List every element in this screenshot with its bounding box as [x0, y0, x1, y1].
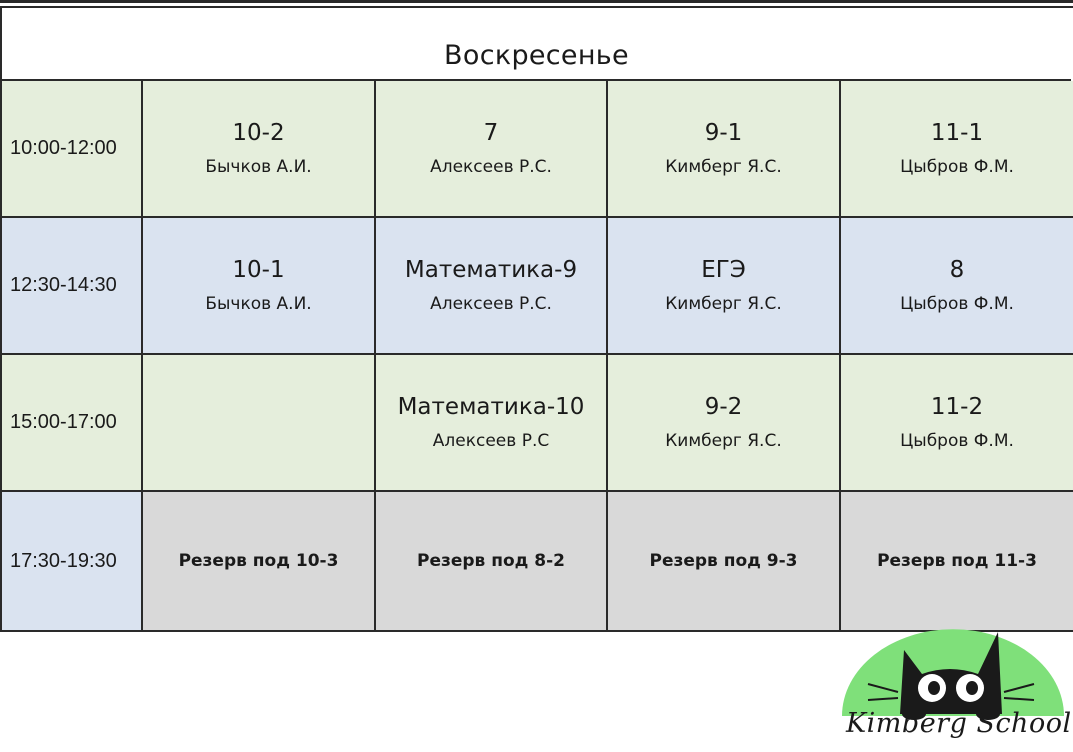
time-slot: [0, 492, 143, 632]
title-row: [0, 8, 1071, 81]
class-label: 11-1: [930, 119, 984, 146]
class-label: Математика-9: [404, 256, 578, 283]
lesson-cell: [376, 218, 608, 355]
teacher-label: Цыбров Ф.М.: [900, 293, 1014, 314]
teacher-label: Бычков А.И.: [205, 293, 312, 314]
lesson-cell: [841, 355, 1073, 492]
lesson-cell-empty: [143, 355, 376, 492]
reserve-label: Резерв под 11-3: [877, 551, 1037, 571]
reserve-cell: [376, 492, 608, 632]
page-title: Воскресенье: [444, 40, 629, 71]
reserve-cell: [143, 492, 376, 632]
lesson-cell: [841, 81, 1073, 218]
time-slot: [0, 81, 143, 218]
lesson-cell: [608, 355, 841, 492]
teacher-label: Кимберг Я.С.: [665, 293, 782, 314]
reserve-label: Резерв под 10-3: [178, 551, 339, 571]
time-slot: [0, 355, 143, 492]
lesson-cell: [608, 218, 841, 355]
class-label: 7: [483, 119, 499, 146]
lesson-cell: [841, 218, 1073, 355]
class-label: 9-2: [704, 393, 743, 420]
time-slot: [0, 218, 143, 355]
reserve-cell: [841, 492, 1073, 632]
time-label: 12:30-14:30: [10, 274, 117, 296]
schedule-table: [0, 8, 1073, 632]
class-label: 10-2: [232, 119, 285, 146]
class-label: 9-1: [704, 119, 743, 146]
class-label: 10-1: [232, 256, 285, 283]
teacher-label: Алексеев Р.С.: [430, 293, 552, 314]
top-border-line: [0, 0, 1073, 3]
time-label: 10:00-12:00: [10, 137, 117, 159]
schedule-grid: [0, 81, 1073, 632]
teacher-label: Кимберг Я.С.: [665, 430, 782, 451]
top-border: [0, 0, 1073, 8]
time-label: 15:00-17:00: [10, 411, 117, 433]
lesson-cell: [376, 355, 608, 492]
lesson-cell: [376, 81, 608, 218]
class-label: Математика-10: [397, 393, 585, 420]
reserve-cell: [608, 492, 841, 632]
teacher-label: Цыбров Ф.М.: [900, 430, 1014, 451]
teacher-label: Бычков А.И.: [205, 156, 312, 177]
teacher-label: Алексеев Р.С: [432, 430, 550, 451]
logo-text: Kimberg School: [846, 708, 1072, 739]
lesson-cell: [608, 81, 841, 218]
kimberg-school-logo: [838, 628, 1072, 748]
teacher-label: Цыбров Ф.М.: [900, 156, 1014, 177]
reserve-label: Резерв под 9-3: [649, 551, 798, 571]
time-label: 17:30-19:30: [10, 549, 117, 572]
lesson-cell: [143, 218, 376, 355]
lesson-cell: [143, 81, 376, 218]
teacher-label: Алексеев Р.С.: [430, 156, 552, 177]
teacher-label: Кимберг Я.С.: [665, 156, 782, 177]
reserve-label: Резерв под 8-2: [416, 551, 566, 571]
class-label: ЕГЭ: [701, 256, 746, 283]
class-label: 8: [949, 256, 965, 283]
class-label: 11-2: [930, 393, 984, 420]
